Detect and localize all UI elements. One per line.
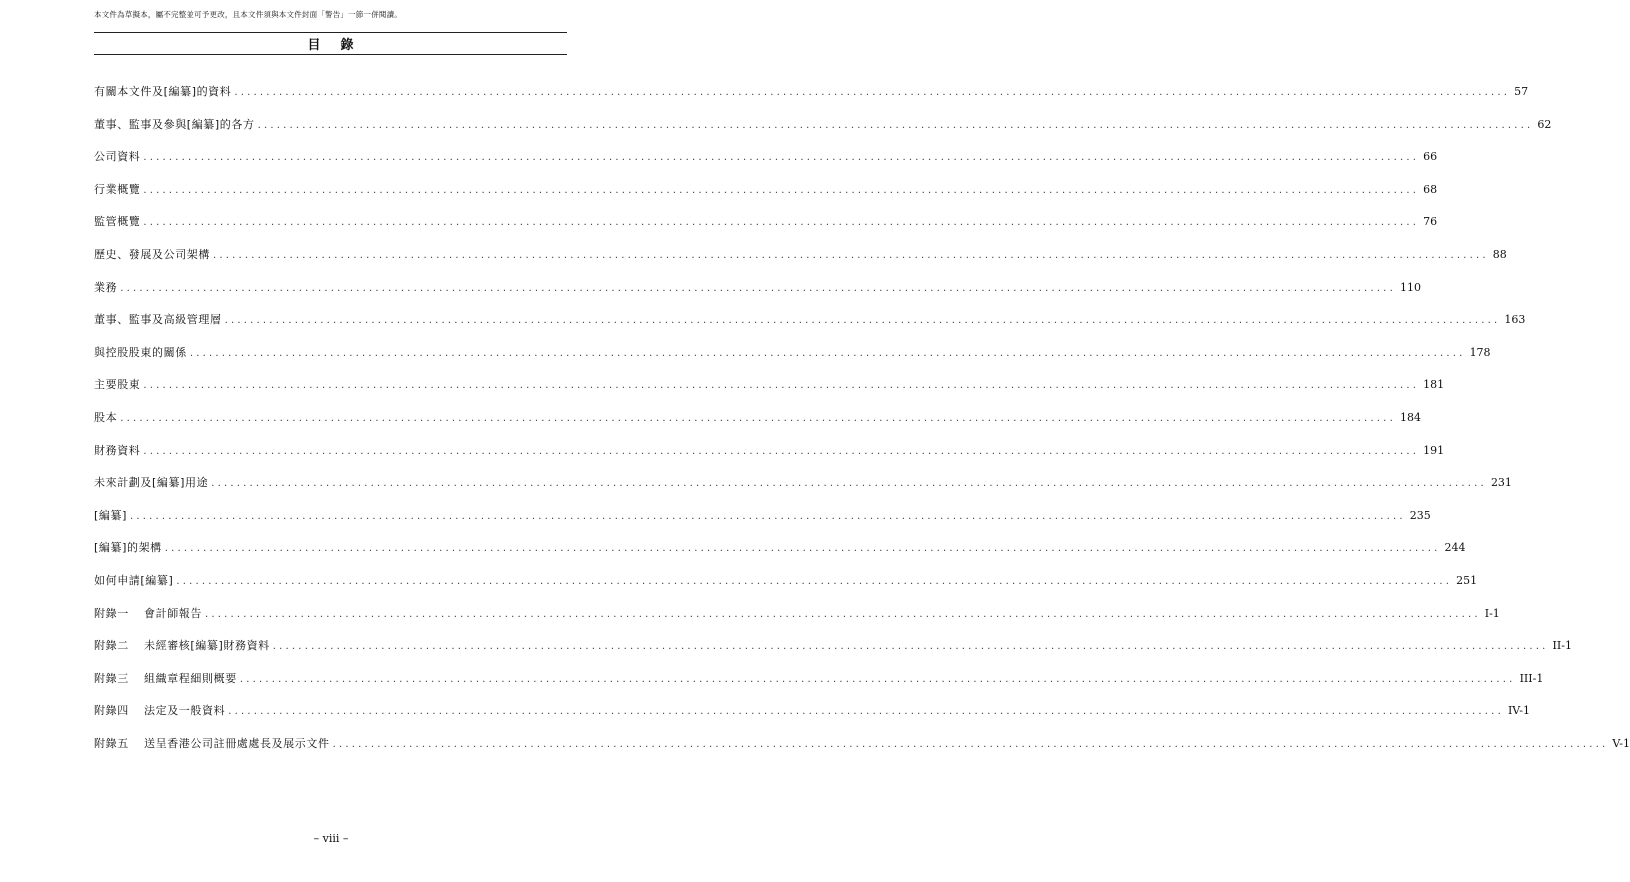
toc-page-number: 184	[1399, 410, 1421, 424]
toc-appendix-number: 附錄三	[94, 671, 129, 685]
toc-appendix-number: 附錄五	[94, 736, 129, 750]
toc-entry-label	[94, 474, 208, 490]
toc-entry[interactable]	[94, 637, 1572, 670]
toc-entry-label	[94, 246, 210, 262]
toc-entry-label	[94, 702, 225, 718]
toc-entry-title: 公司資料	[94, 150, 141, 164]
toc-entry-label	[94, 637, 270, 653]
toc-page-number: 88	[1492, 247, 1507, 261]
toc-entry[interactable]	[94, 213, 1438, 246]
toc-entry-label	[94, 539, 162, 555]
toc-dot-leader: ........................................................................................................................................................................................................	[143, 380, 1420, 392]
toc-dot-leader: ........................................................................................................................................................................................................	[228, 706, 1504, 718]
toc-entry-title: 董事、監事及參與[編纂]的各方	[94, 117, 255, 131]
toc-page-number: 251	[1456, 573, 1478, 587]
toc-entry-title: 法定及一般資料	[144, 704, 226, 718]
toc-entry-title: 送呈香港公司註冊處處長及展示文件	[144, 736, 330, 750]
toc-dot-leader: ........................................................................................................................................................................................................	[176, 575, 1453, 587]
toc-page-number: 163	[1504, 313, 1526, 327]
toc-dot-leader: ........................................................................................................................................................................................................	[272, 641, 1549, 653]
toc-page-number: 244	[1444, 541, 1466, 555]
toc-entry-title: 行業概覽	[94, 182, 141, 196]
toc-dot-leader: ........................................................................................................................................................................................................	[224, 315, 1501, 327]
toc-page-number: V-1	[1612, 736, 1630, 750]
title-top-rule	[94, 32, 567, 33]
toc-entry-title: 歷史、發展及公司架構	[94, 247, 210, 261]
toc-entry-title: 與控股股東的關係	[94, 345, 187, 359]
toc-dot-leader: ........................................................................................................................................................................................................	[211, 478, 1487, 490]
toc-entry-title: [編纂]的架構	[94, 541, 162, 555]
toc-appendix-number: 附錄二	[94, 639, 129, 653]
toc-entry-label	[94, 572, 173, 588]
toc-page-number: I-1	[1484, 606, 1500, 620]
toc-page-number: 66	[1423, 150, 1438, 164]
toc-dot-leader: ........................................................................................................................................................................................................	[239, 673, 1516, 685]
toc-entry[interactable]	[94, 409, 1421, 442]
toc-dot-leader: ........................................................................................................................................................................................................	[143, 445, 1420, 457]
toc-entry-label	[94, 670, 237, 686]
toc-page-number: III-1	[1519, 671, 1544, 685]
toc-page-number: 191	[1423, 443, 1445, 457]
draft-warning-notice: 本文件為草擬本，屬不完整並可予更改，且本文件須與本文件封面「警告」一節一併閱讀。	[94, 10, 402, 19]
toc-entry[interactable]	[94, 148, 1438, 181]
toc-entry-label	[94, 442, 140, 458]
toc-entry[interactable]	[94, 181, 1438, 214]
toc-entry-label	[94, 344, 187, 360]
toc-dot-leader: ........................................................................................................................................................................................................	[164, 543, 1441, 555]
toc-entry[interactable]	[94, 344, 1491, 377]
toc-entry-label	[94, 279, 117, 295]
toc-page-number: 178	[1469, 345, 1491, 359]
toc-entry-label	[94, 735, 330, 751]
toc-dot-leader: ........................................................................................................................................................................................................	[189, 347, 1466, 359]
toc-entry-label	[94, 213, 140, 229]
toc-page-number: 62	[1537, 117, 1552, 131]
toc-page-number: 57	[1514, 85, 1529, 98]
toc-page-number: 68	[1423, 182, 1438, 196]
toc-entry-label	[94, 311, 222, 327]
toc-entry-title: 業務	[94, 280, 118, 294]
toc-entry[interactable]	[94, 702, 1530, 735]
table-of-contents	[94, 83, 1630, 767]
toc-dot-leader: ........................................................................................................................................................................................................	[129, 510, 1406, 522]
toc-entry-title: 未來計劃及[編纂]用途	[94, 476, 209, 490]
toc-entry[interactable]	[94, 311, 1526, 344]
toc-dot-leader: ........................................................................................................................................................................................................	[143, 184, 1420, 196]
toc-entry[interactable]	[94, 572, 1478, 605]
toc-entry[interactable]	[94, 376, 1445, 409]
toc-dot-leader: ........................................................................................................................................................................................................	[332, 738, 1609, 750]
toc-entry-title: 主要股東	[94, 378, 141, 392]
toc-entry-title: 未經審核[編纂]財務資料	[144, 639, 270, 653]
toc-page-number: 181	[1423, 378, 1445, 392]
toc-entry-title: 會計師報告	[144, 606, 202, 620]
toc-entry[interactable]	[94, 83, 1529, 116]
toc-entry-label	[94, 507, 127, 523]
toc-entry[interactable]	[94, 279, 1421, 312]
toc-entry[interactable]	[94, 442, 1445, 475]
toc-entry-label	[94, 376, 140, 392]
toc-entry[interactable]	[94, 507, 1431, 540]
toc-dot-leader: ........................................................................................................................................................................................................	[234, 87, 1511, 98]
toc-page-number: II-1	[1552, 639, 1572, 653]
toc-dot-leader: ........................................................................................................................................................................................................	[213, 249, 1489, 261]
toc-entry-title: 有關本文件及[編纂]的資料	[94, 85, 232, 98]
toc-dot-leader: ........................................................................................................................................................................................................	[120, 412, 1396, 424]
toc-appendix-number: 附錄四	[94, 704, 129, 718]
toc-entry-label	[94, 83, 231, 99]
toc-entry[interactable]	[94, 605, 1500, 638]
toc-dot-leader: ........................................................................................................................................................................................................	[120, 282, 1396, 294]
page-title: 目錄	[307, 38, 374, 53]
toc-entry[interactable]	[94, 474, 1512, 507]
toc-entry-title: 財務資料	[94, 443, 141, 457]
toc-entry-title: [編纂]	[94, 508, 127, 522]
toc-page-number: IV-1	[1507, 704, 1530, 718]
title-bottom-rule	[94, 54, 567, 55]
toc-entry-title: 股本	[94, 410, 118, 424]
toc-entry[interactable]	[94, 670, 1544, 703]
toc-page-number: 235	[1409, 508, 1431, 522]
toc-entry-label	[94, 148, 140, 164]
toc-page-number: 76	[1423, 215, 1438, 229]
toc-entry-title: 董事、監事及高級管理層	[94, 313, 222, 327]
toc-page-number: 231	[1490, 476, 1512, 490]
toc-dot-leader: ........................................................................................................................................................................................................	[257, 119, 1534, 131]
toc-entry[interactable]	[94, 246, 1507, 279]
toc-entry[interactable]	[94, 539, 1466, 572]
toc-entry-title: 監管概覽	[94, 215, 141, 229]
toc-entry-label	[94, 605, 202, 621]
toc-dot-leader: ........................................................................................................................................................................................................	[143, 217, 1420, 229]
toc-entry-title: 如何申請[編纂]	[94, 573, 174, 587]
toc-entry[interactable]	[94, 116, 1552, 149]
toc-dot-leader: ........................................................................................................................................................................................................	[143, 152, 1420, 164]
toc-entry-title: 組織章程細則概要	[144, 671, 237, 685]
toc-entry[interactable]	[94, 735, 1630, 768]
toc-entry-label	[94, 116, 255, 132]
toc-entry-label	[94, 409, 117, 425]
page-number: – viii –	[313, 832, 349, 845]
toc-appendix-number: 附錄一	[94, 606, 129, 620]
toc-page-number: 110	[1399, 280, 1421, 294]
toc-dot-leader: ........................................................................................................................................................................................................	[205, 608, 1481, 620]
toc-entry-label	[94, 181, 140, 197]
